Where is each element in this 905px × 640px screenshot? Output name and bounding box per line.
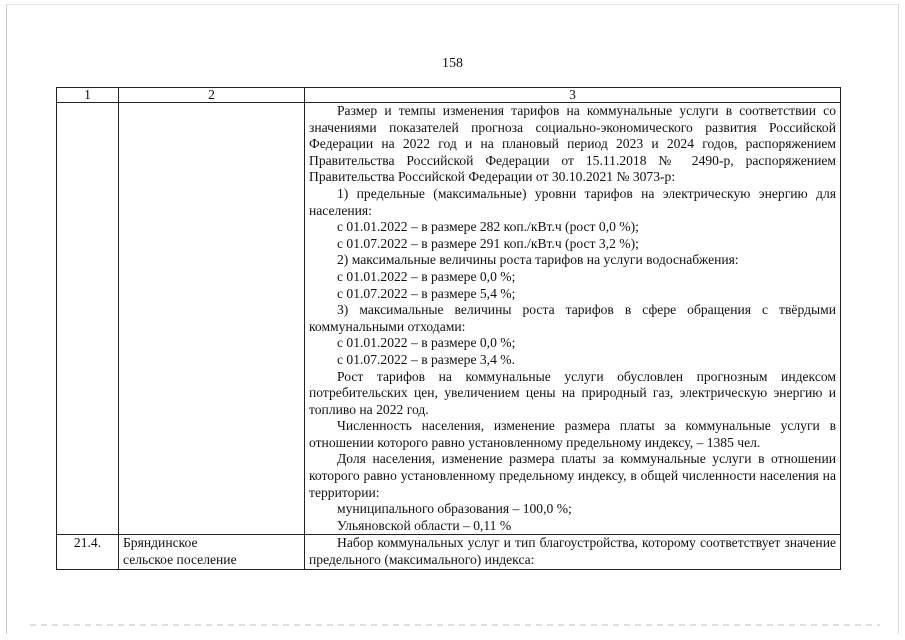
paragraph: Доля населения, изменение размера платы за коммунальные услуги в отношении которого равно установленному предельному индексу, в общей численности населения на территории: (309, 451, 836, 500)
paragraph: Набор коммунальных услуг и тип благоустройства, которому соответствует значение предельного (максимального) индекса: (309, 535, 836, 568)
document-table (56, 87, 841, 570)
paragraph: с 01.07.2022 – в размере 3,4 %. (337, 351, 515, 367)
paragraph: 3) максимальные величины роста тарифов в сфере обращения с твёрдыми коммунальными отходами: (309, 302, 836, 334)
paragraph: с 01.01.2022 – в размере 0,0 %; (337, 335, 516, 351)
paragraph: 1) предельные (максимальные) уровни тарифов на электрическую энергию для населения: (309, 185, 836, 218)
column-header-2: 2 (119, 88, 305, 103)
paragraph: с 01.07.2022 – в размере 291 коп./кВт.ч (рост 3,2 %); (337, 235, 639, 251)
scan-artifact-line (30, 624, 880, 626)
paragraph: Численность населения, изменение размера платы за коммунальные услуги в отношении которого равно установленному предельному индексу, – 1385 чел. (309, 418, 836, 450)
row-name-cell (119, 535, 305, 569)
row-name-cell (119, 103, 305, 535)
paragraph: Ульяновской области – 0,11 % (337, 517, 512, 533)
row-description-cell (305, 103, 841, 535)
settlement-name-line-2: сельское поселение (123, 552, 237, 568)
row-description-cell (305, 535, 841, 569)
paragraph: с 01.07.2022 – в размере 5,4 %; (337, 285, 516, 301)
column-header-1: 1 (57, 88, 119, 103)
column-header-3: 3 (305, 88, 841, 103)
page-number: 158 (442, 56, 463, 71)
table-row (57, 535, 841, 569)
row-number-cell (57, 103, 119, 535)
paragraph: муниципального образования – 100,0 %; (337, 501, 572, 517)
paragraph: с 01.01.2022 – в размере 282 коп./кВт.ч (рост 0,0 %); (337, 219, 639, 235)
table-header-row (57, 88, 841, 103)
settlement-name-line-1: Бряндинское (123, 535, 198, 551)
paragraph: Размер и темпы изменения тарифов на коммунальные услуги в соответствии со значениями показателей прогноза социально-экономического развития Российской Федерации на 2022 год и на плановый период 2023 и 2024 годов, распоряжением Правительства Российской Федерации от 15.11.2018 № 2490-р, распоряжением Правительства Российской Федерации от 30.10.2021 № 3073-р: (309, 103, 836, 185)
paragraph: 2) максимальные величины роста тарифов на услуги водоснабжения: (337, 252, 739, 268)
paragraph: с 01.01.2022 – в размере 0,0 %; (337, 268, 516, 284)
row-number-cell: 21.4. (57, 535, 119, 569)
table-row (57, 103, 841, 535)
paragraph: Рост тарифов на коммунальные услуги обусловлен прогнозным индексом потребительских цен, увеличением цены на природный газ, электрическую энергию и топливо на 2022 год. (309, 368, 836, 417)
